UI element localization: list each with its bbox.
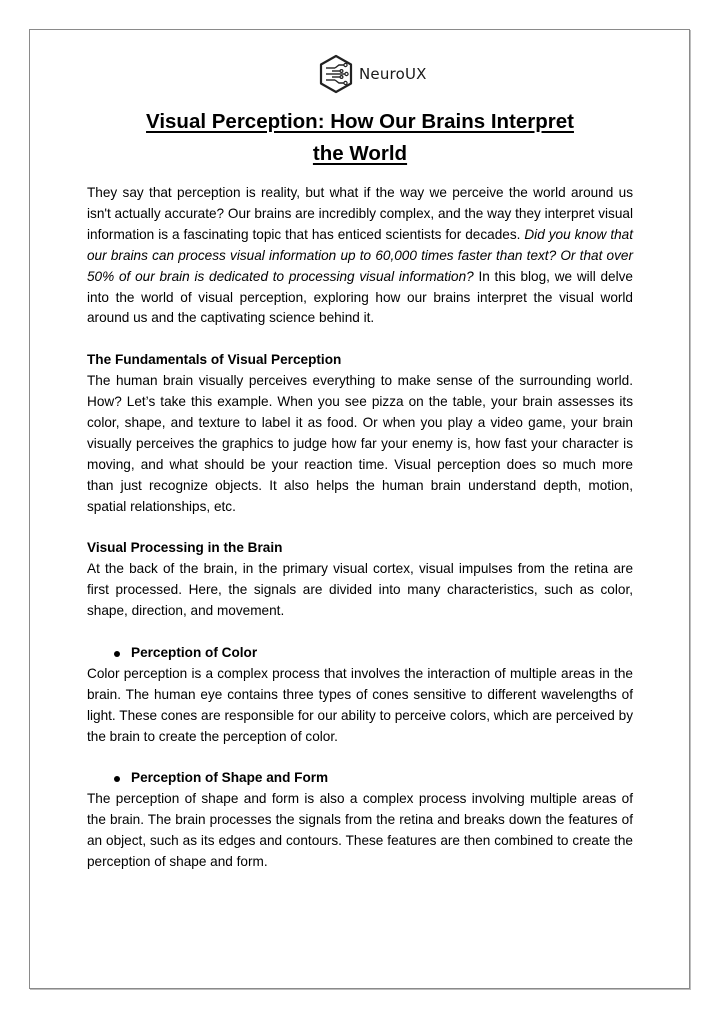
title-line-2: the World <box>312 142 408 165</box>
intro-text-a: They say that perception is reality, but what if the way we perceive the world around us isn't actually accurate? Our brains are incredibly complex, and the way they interpret visual information is a fascinating topic that has enticed scientists for decades. <box>87 185 633 242</box>
bullet-body-shape: The perception of shape and form is also a complex process involving multiple areas of the brain. The brain processes the signals from the retina and breaks down the features of an object, such as its edges and contours. These features are then combined to create the perception of shape and form. <box>87 791 633 869</box>
section-body-fundamentals: The human brain visually perceives everything to make sense of the surrounding world. How? Let’s take this example. When you see pizza on the table, your brain assesses its color, shape, and texture to label it as food. Or when you play a video game, your brain visually perceives the graphics to judge how far your enemy is, how fast your character is moving, and what should be your reaction time. Visual perception does so much more than just recognize objects. It also helps the human brain understand depth, motion, spatial relationships, etc. <box>87 373 633 514</box>
page-title <box>60 106 660 170</box>
bullet-heading-color: Perception of Color <box>87 643 633 664</box>
section-body-processing: At the back of the brain, in the primary visual cortex, visual impulses from the retina are first processed. Here, the signals are divided into many characteristics, such as color, shape, direction, and movement. <box>87 561 633 619</box>
title-line-1: Visual Perception: How Our Brains Interpret <box>146 110 574 133</box>
article-body <box>87 183 633 873</box>
intro-text-b: In this blog, we will delve into the world of visual perception, exploring how our brains interpret the visual world around us and the captivating science behind it. <box>87 268 633 326</box>
bullet-heading-shape: Perception of Shape and Form <box>87 768 633 789</box>
section-heading-processing: Visual Processing in the Brain <box>87 540 283 556</box>
intro-text-italic: Did you know that our brains can process visual information up to 60,000 times faster than text? Or that over 50% of our brain is dedicated to processing visual information? <box>87 226 633 284</box>
circuit-hexagon-icon <box>318 54 354 94</box>
bullet-body-color: Color perception is a complex process that involves the interaction of multiple areas in the brain. The human eye contains three types of cones sensitive to different wavelengths of light. These cones are responsible for our ability to perceive colors, which are perceived by the brain to create the perception of color. <box>87 665 633 744</box>
brand-logo <box>318 54 427 94</box>
intro-paragraph <box>87 183 633 329</box>
section-heading-fundamentals: The Fundamentals of Visual Perception <box>87 352 342 368</box>
logo-text: NeuroUX <box>359 65 427 83</box>
